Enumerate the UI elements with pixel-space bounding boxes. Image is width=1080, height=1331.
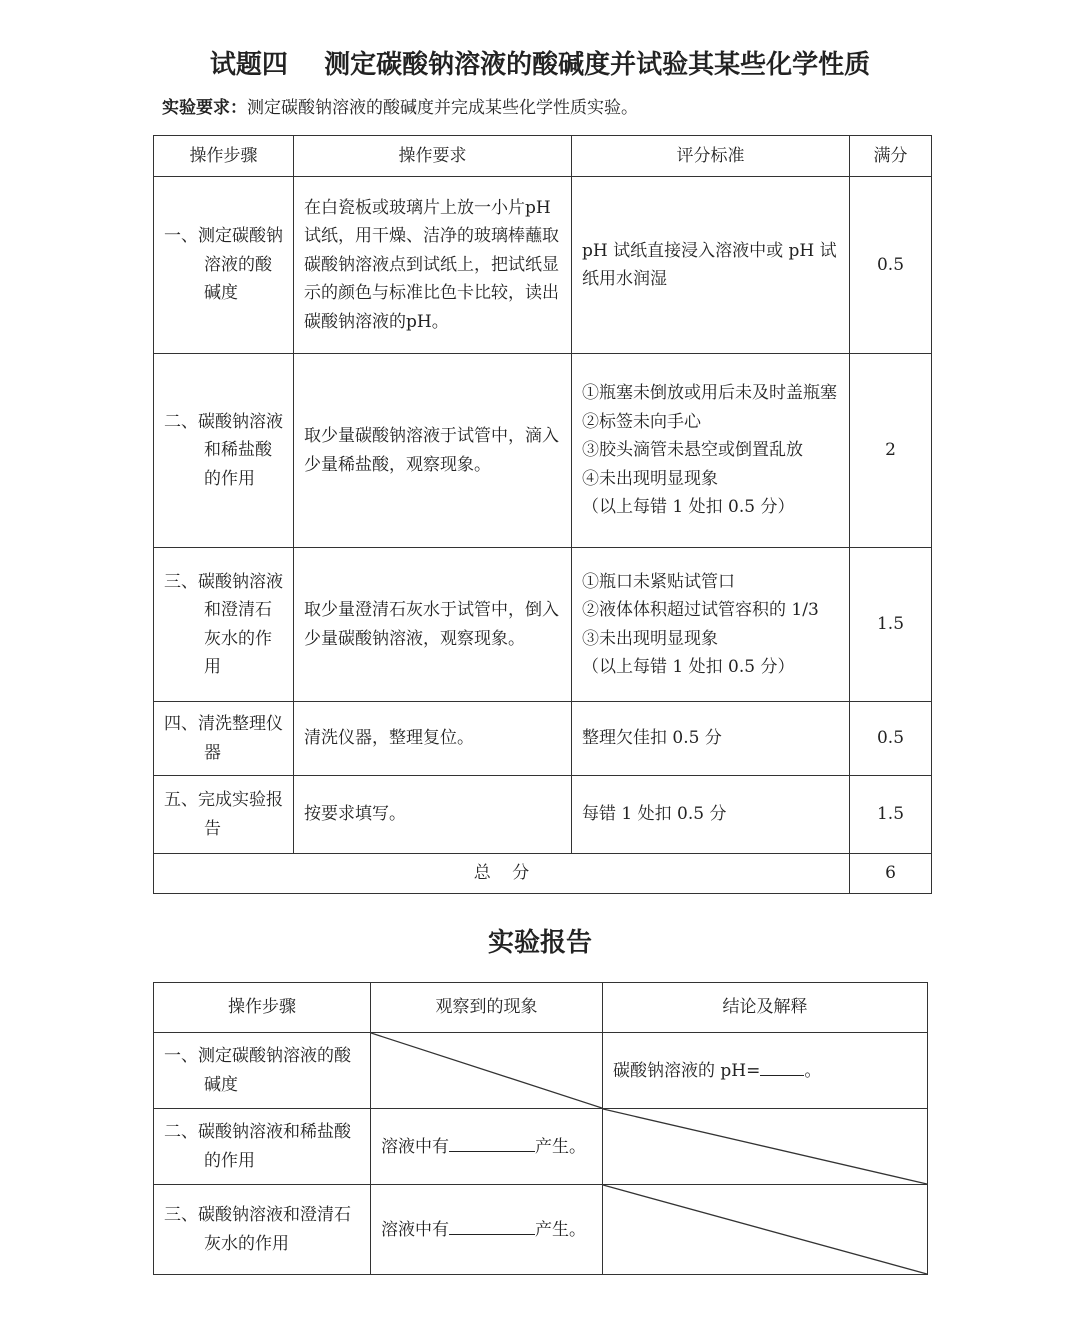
criteria-line: 整理欠佳扣 0.5 分 bbox=[582, 728, 722, 749]
report-row bbox=[154, 1185, 928, 1275]
conclusion-suffix: 。 bbox=[804, 1061, 822, 1082]
scoring-header-row bbox=[154, 136, 932, 177]
header-step: 操作步骤 bbox=[154, 136, 294, 177]
header-criteria: 评分标准 bbox=[572, 136, 850, 177]
conclusion-cell bbox=[603, 1033, 928, 1109]
criteria-note: （以上每错 1 处扣 0.5 分） bbox=[582, 497, 795, 518]
row-score: 0.5 bbox=[850, 702, 932, 776]
report-header-step: 操作步骤 bbox=[154, 983, 371, 1033]
report-row bbox=[154, 1109, 928, 1185]
criteria-line: ③胶头滴管未悬空或倒置乱放 bbox=[582, 440, 803, 461]
precipitate-answer-blank[interactable] bbox=[449, 1214, 535, 1235]
row-operation: 在白瓷板或玻璃片上放一小片pH试纸，用干燥、洁净的玻璃棒蘸取碳酸钠溶液点到试纸上，把试纸显示的颜色与标准比色卡比较，读出碳酸钠溶液的pH。 bbox=[294, 177, 572, 354]
report-step: 三、碳酸钠溶液和澄清石灰水的作用 bbox=[164, 1205, 351, 1254]
criteria-line: ②标签未向手心 bbox=[582, 411, 701, 432]
table-row bbox=[154, 548, 932, 702]
page-title: 试题四 测定碳酸钠溶液的酸碱度并试验其某些化学性质 bbox=[209, 50, 871, 80]
row-score: 0.5 bbox=[850, 177, 932, 354]
observation-prefix: 溶液中有 bbox=[381, 1137, 449, 1158]
row-step: 四、清洗整理仪器 bbox=[164, 714, 283, 763]
report-row bbox=[154, 1033, 928, 1109]
criteria-line: pH 试纸直接浸入溶液中或 pH 试纸用水润湿 bbox=[582, 240, 837, 289]
requirement-text: 测定碳酸钠溶液的酸碱度并完成某些化学性质实验。 bbox=[247, 98, 638, 118]
diagonal-slash bbox=[371, 1033, 602, 1108]
observation-cell bbox=[371, 1109, 603, 1185]
scoring-table bbox=[153, 135, 932, 894]
header-operation: 操作要求 bbox=[294, 136, 572, 177]
conclusion-cell-crossed bbox=[603, 1109, 928, 1185]
criteria-line: ④未出现明显现象 bbox=[582, 468, 718, 489]
conclusion-cell-crossed bbox=[603, 1185, 928, 1275]
row-operation: 按要求填写。 bbox=[294, 776, 572, 854]
row-score: 1.5 bbox=[850, 548, 932, 702]
row-score: 1.5 bbox=[850, 776, 932, 854]
row-operation: 清洗仪器，整理复位。 bbox=[294, 702, 572, 776]
requirement-label: 实验要求： bbox=[162, 98, 247, 118]
row-step: 一、测定碳酸钠溶液的酸碱度 bbox=[164, 226, 283, 304]
report-step: 一、测定碳酸钠溶液的酸碱度 bbox=[164, 1046, 351, 1095]
table-row bbox=[154, 776, 932, 854]
report-header-row bbox=[154, 983, 928, 1033]
row-operation: 取少量澄清石灰水于试管中，倒入少量碳酸钠溶液，观察现象。 bbox=[294, 548, 572, 702]
row-step: 五、完成实验报告 bbox=[164, 790, 283, 839]
gas-answer-blank[interactable] bbox=[449, 1131, 535, 1152]
experiment-requirement bbox=[162, 93, 638, 118]
report-title: 实验报告 bbox=[487, 928, 592, 958]
criteria-line: ②液体体积超过试管容积的 1/3 bbox=[582, 600, 819, 620]
row-step: 三、碳酸钠溶液和澄清石灰水的作用 bbox=[164, 571, 283, 677]
total-score: 6 bbox=[850, 854, 932, 894]
criteria-note: （以上每错 1 处扣 0.5 分） bbox=[582, 657, 795, 677]
observation-suffix: 产生。 bbox=[535, 1220, 586, 1241]
report-step: 二、碳酸钠溶液和稀盐酸的作用 bbox=[164, 1122, 351, 1171]
report-header-observation: 观察到的现象 bbox=[371, 983, 603, 1033]
ph-answer-blank[interactable] bbox=[760, 1055, 804, 1076]
total-row bbox=[154, 854, 932, 894]
table-row bbox=[154, 177, 932, 354]
diagonal-slash bbox=[603, 1185, 927, 1274]
report-header-conclusion: 结论及解释 bbox=[603, 983, 928, 1033]
observation-suffix: 产生。 bbox=[535, 1137, 586, 1158]
observation-cell bbox=[371, 1185, 603, 1275]
diagonal-slash bbox=[603, 1109, 927, 1184]
table-row bbox=[154, 354, 932, 548]
observation-prefix: 溶液中有 bbox=[381, 1220, 449, 1241]
header-score: 满分 bbox=[850, 136, 932, 177]
observation-cell-crossed bbox=[371, 1033, 603, 1109]
table-row bbox=[154, 702, 932, 776]
row-score: 2 bbox=[850, 354, 932, 548]
row-step: 二、碳酸钠溶液和稀盐酸的作用 bbox=[164, 411, 283, 489]
criteria-line: 每错 1 处扣 0.5 分 bbox=[582, 804, 727, 825]
total-label: 总 分 bbox=[154, 854, 850, 894]
criteria-line: ①瓶口未紧贴试管口 bbox=[582, 571, 735, 592]
criteria-line: ③未出现明显现象 bbox=[582, 628, 718, 649]
report-table bbox=[153, 982, 928, 1275]
row-operation: 取少量碳酸钠溶液于试管中，滴入少量稀盐酸，观察现象。 bbox=[294, 354, 572, 548]
conclusion-prefix: 碳酸钠溶液的 pH= bbox=[613, 1061, 761, 1082]
criteria-line: ①瓶塞未倒放或用后未及时盖瓶塞 bbox=[582, 383, 837, 404]
